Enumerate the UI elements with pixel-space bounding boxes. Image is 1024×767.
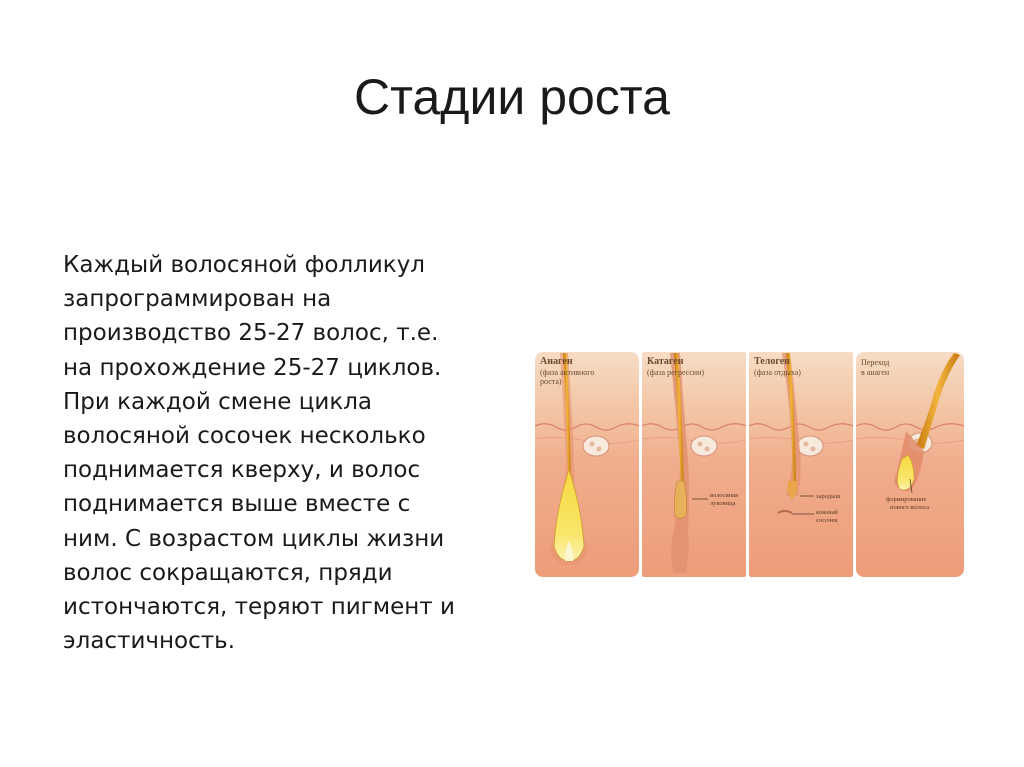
paragraph-line: поднимается выше вместе с xyxy=(63,491,411,518)
paragraph-line: запрограммирован на xyxy=(63,286,332,313)
hair-growth-stages-illustration xyxy=(534,351,965,578)
paragraph-line: волос сокращаются, пряди xyxy=(63,559,393,586)
paragraph-line: При каждой смене цикла xyxy=(63,388,373,415)
paragraph-line: производство 25-27 волос, т.е. xyxy=(63,320,439,347)
panel-label-catagen: Катаген xyxy=(647,356,684,367)
paragraph-line: Каждый волосяной фолликул xyxy=(63,252,426,278)
panel-sub-anagen-line1: (фаза активного xyxy=(540,368,595,377)
panel-sub-transition-line1: Переход xyxy=(861,358,890,367)
paragraph-line: истончаются, теряют пигмент и xyxy=(63,594,455,621)
paragraph-line: поднимается кверху, и волос xyxy=(63,457,421,484)
panel-transition xyxy=(856,352,964,577)
paragraph-line: на прохождение 25-27 циклов. xyxy=(63,354,442,381)
annotation-bulb-line1: волосяная xyxy=(710,492,739,499)
annotation-new-hair-line2: нового волоса xyxy=(890,504,930,511)
annotation-papilla-line2: сосочек xyxy=(816,517,838,524)
panel-sub-catagen: (фаза регрессии) xyxy=(647,368,705,377)
panel-sub-telogen: (фаза отдыха) xyxy=(754,368,801,377)
body-paragraph xyxy=(63,248,493,658)
panel-label-anagen: Анаген xyxy=(540,356,573,367)
slide-title: Стадии роста xyxy=(354,69,670,125)
paragraph-line: ним. С возрастом циклы жизни xyxy=(63,525,445,552)
paragraph-line: эластичность. xyxy=(63,628,236,655)
annotation-germ: зародыш xyxy=(816,493,841,500)
annotation-bulb-line2: луковица xyxy=(710,500,736,507)
annotation-new-hair-line1: формирование xyxy=(886,496,927,503)
panel-catagen xyxy=(642,352,746,577)
panel-sub-transition-line2: в анаген xyxy=(861,368,890,377)
paragraph-line: волосяной сосочек несколько xyxy=(63,423,426,450)
panel-telogen xyxy=(749,352,853,577)
panel-sub-anagen-line2: роста) xyxy=(540,377,562,386)
annotation-papilla-line1: кожный xyxy=(816,509,838,516)
panel-label-telogen: Телоген xyxy=(754,356,790,367)
